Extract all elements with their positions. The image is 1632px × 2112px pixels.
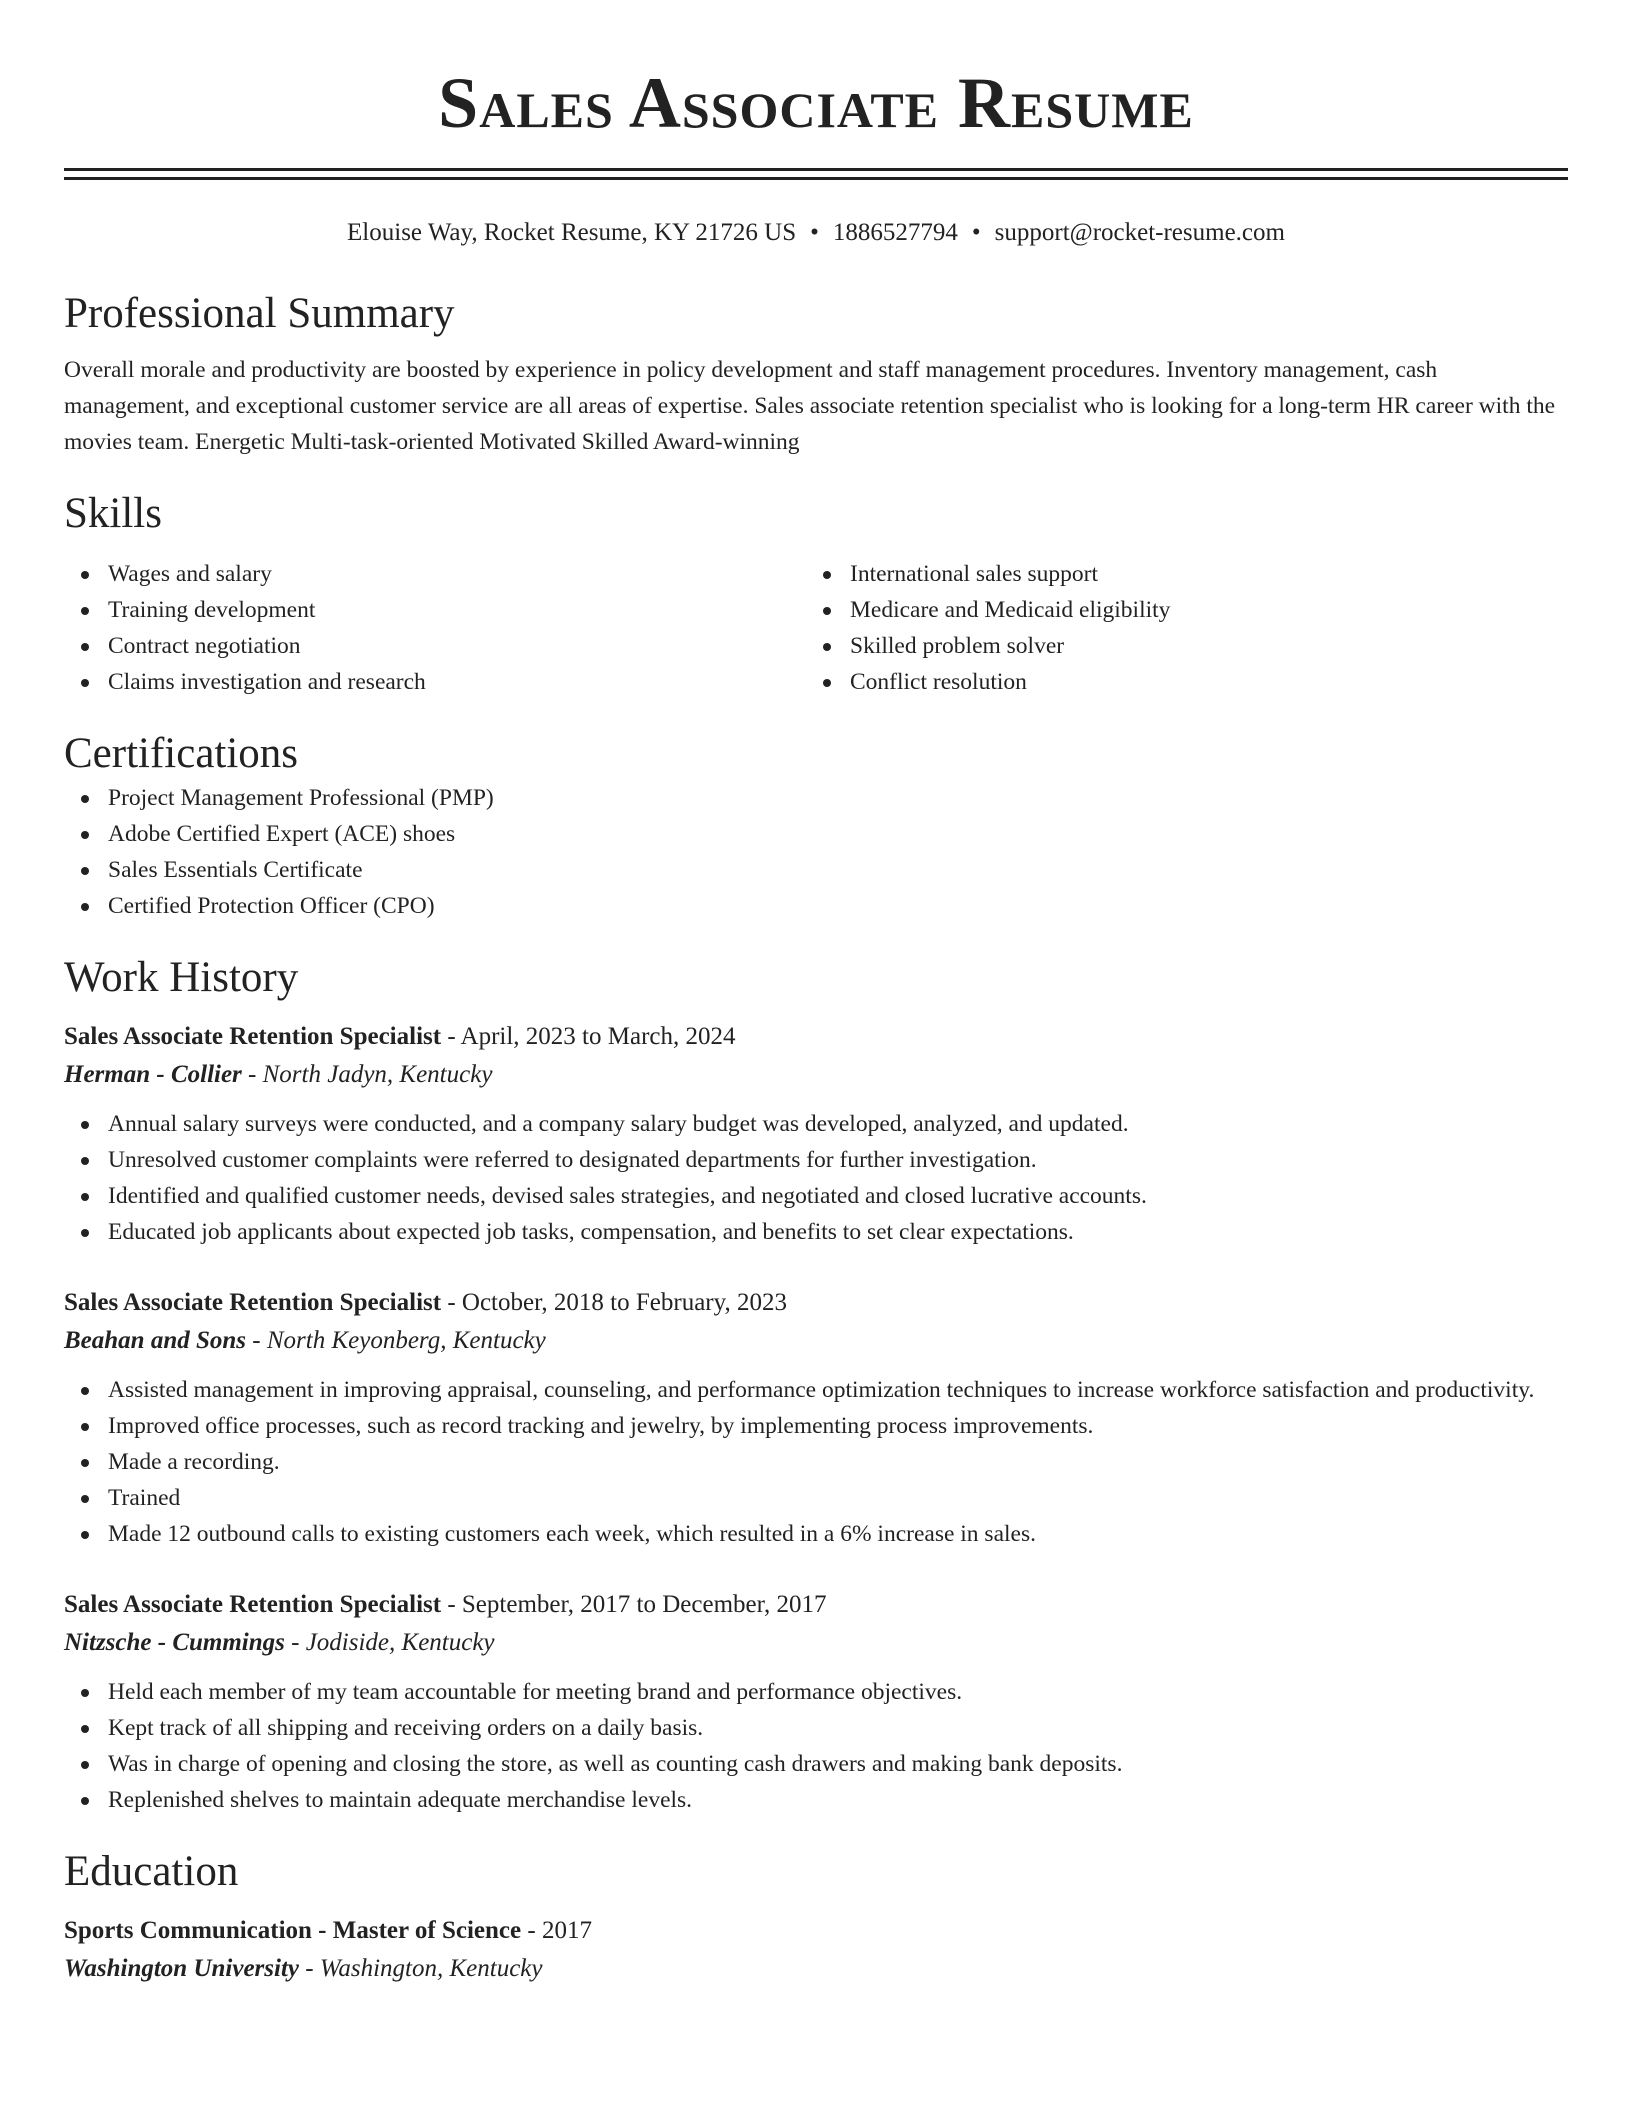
education-location: - Washington, Kentucky	[299, 1955, 543, 1982]
skill-item: Contract negotiation	[64, 628, 806, 664]
skill-item: Conflict resolution	[806, 664, 1548, 700]
job-employer-line	[64, 1624, 1568, 1662]
title-divider-top	[64, 168, 1568, 171]
job-duty-item: Replenished shelves to maintain adequate merchandise levels.	[64, 1782, 1568, 1818]
education-degree-line	[64, 1912, 1568, 1950]
certification-item: Project Management Professional (PMP)	[64, 780, 1568, 816]
job-entry	[64, 1586, 1568, 1818]
job-duties-list	[64, 1106, 1568, 1250]
work-history-heading: Work History	[64, 954, 299, 1001]
job-duties-list	[64, 1674, 1568, 1818]
job-dates: - October, 2018 to February, 2023	[441, 1289, 787, 1316]
certification-item: Certified Protection Officer (CPO)	[64, 888, 1568, 924]
resume-page	[64, 0, 1568, 1988]
job-location: - North Keyonberg, Kentucky	[246, 1327, 546, 1354]
job-duty-item: Made a recording.	[64, 1444, 1568, 1480]
skill-item: Skilled problem solver	[806, 628, 1548, 664]
certifications-list	[64, 780, 1568, 924]
education-degree: Sports Communication - Master of Science	[64, 1917, 522, 1944]
job-duty-item: Was in charge of opening and closing the store, as well as counting cash drawers and making bank deposits.	[64, 1746, 1568, 1782]
contact-email: support@rocket-resume.com	[994, 219, 1285, 246]
contact-separator: •	[810, 219, 819, 246]
job-entry	[64, 1284, 1568, 1552]
certification-item: Sales Essentials Certificate	[64, 852, 1568, 888]
job-dates: - April, 2023 to March, 2024	[441, 1023, 736, 1050]
contact-phone: 1886527794	[832, 219, 958, 246]
skill-item: Medicare and Medicaid eligibility	[806, 592, 1548, 628]
certification-item: Adobe Certified Expert (ACE) shoes	[64, 816, 1568, 852]
job-entry	[64, 1018, 1568, 1250]
contact-address: Elouise Way, Rocket Resume, KY 21726 US	[347, 219, 797, 246]
job-duty-item: Trained	[64, 1480, 1568, 1516]
job-duty-item: Unresolved customer complaints were referred to designated departments for further investigation.	[64, 1142, 1568, 1178]
job-duty-item: Held each member of my team accountable for meeting brand and performance objectives.	[64, 1674, 1568, 1710]
job-location: - North Jadyn, Kentucky	[241, 1061, 493, 1088]
certifications-heading: Certifications	[64, 730, 299, 777]
summary-heading: Professional Summary	[64, 290, 455, 337]
skill-item: Wages and salary	[64, 556, 806, 592]
job-dates: - September, 2017 to December, 2017	[441, 1591, 827, 1618]
skill-item: Training development	[64, 592, 806, 628]
job-duty-item: Identified and qualified customer needs, devised sales strategies, and negotiated and closed lucrative accounts.	[64, 1178, 1568, 1214]
job-duty-item: Educated job applicants about expected job tasks, compensation, and benefits to set clear expectations.	[64, 1214, 1568, 1250]
job-duty-item: Annual salary surveys were conducted, and a company salary budget was developed, analyzed, and updated.	[64, 1106, 1568, 1142]
job-employer-line	[64, 1322, 1568, 1360]
job-title: Sales Associate Retention Specialist	[64, 1591, 442, 1618]
job-employer: Herman - Collier	[64, 1061, 242, 1088]
job-employer: Beahan and Sons	[64, 1327, 247, 1354]
job-title: Sales Associate Retention Specialist	[64, 1289, 442, 1316]
summary-text: Overall morale and productivity are boosted by experience in policy development and staff management procedures. Inventory management, cash management, and exceptional customer service are all areas of expertise. Sales associate retention specialist who is looking for a long-term HR career with the movies team. Energetic Multi-task-oriented Motivated Skilled Award-winning	[64, 357, 1556, 455]
education-school-line	[64, 1950, 1568, 1988]
job-duty-item: Made 12 outbound calls to existing customers each week, which resulted in a 6% increase in sales.	[64, 1516, 1568, 1552]
job-employer: Nitzsche - Cummings	[64, 1629, 285, 1656]
job-duty-item: Assisted management in improving appraisal, counseling, and performance optimization techniques to increase workforce satisfaction and productivity.	[64, 1372, 1568, 1408]
job-employer-line	[64, 1056, 1568, 1094]
job-title-line	[64, 1284, 1568, 1322]
title-divider-bottom	[64, 177, 1568, 180]
skills-list-right	[806, 556, 1548, 700]
skill-item: Claims investigation and research	[64, 664, 806, 700]
page-title: Sales Associate Resume	[438, 63, 1194, 143]
skills-grid	[64, 556, 1568, 700]
education-school: Washington University	[64, 1955, 299, 1982]
job-title-line	[64, 1586, 1568, 1624]
skills-list-left	[64, 556, 806, 700]
job-location: - Jodiside, Kentucky	[284, 1629, 495, 1656]
education-heading: Education	[64, 1848, 239, 1895]
education-year: - 2017	[521, 1917, 592, 1944]
contact-line	[64, 216, 1568, 250]
education-entry	[64, 1912, 1568, 1988]
job-title: Sales Associate Retention Specialist	[64, 1023, 442, 1050]
job-duty-item: Kept track of all shipping and receiving orders on a daily basis.	[64, 1710, 1568, 1746]
job-title-line	[64, 1018, 1568, 1056]
skills-heading: Skills	[64, 490, 162, 537]
contact-separator: •	[971, 219, 981, 246]
job-duties-list	[64, 1372, 1568, 1552]
skill-item: International sales support	[806, 556, 1548, 592]
job-duty-item: Improved office processes, such as record tracking and jewelry, by implementing process improvements.	[64, 1408, 1568, 1444]
